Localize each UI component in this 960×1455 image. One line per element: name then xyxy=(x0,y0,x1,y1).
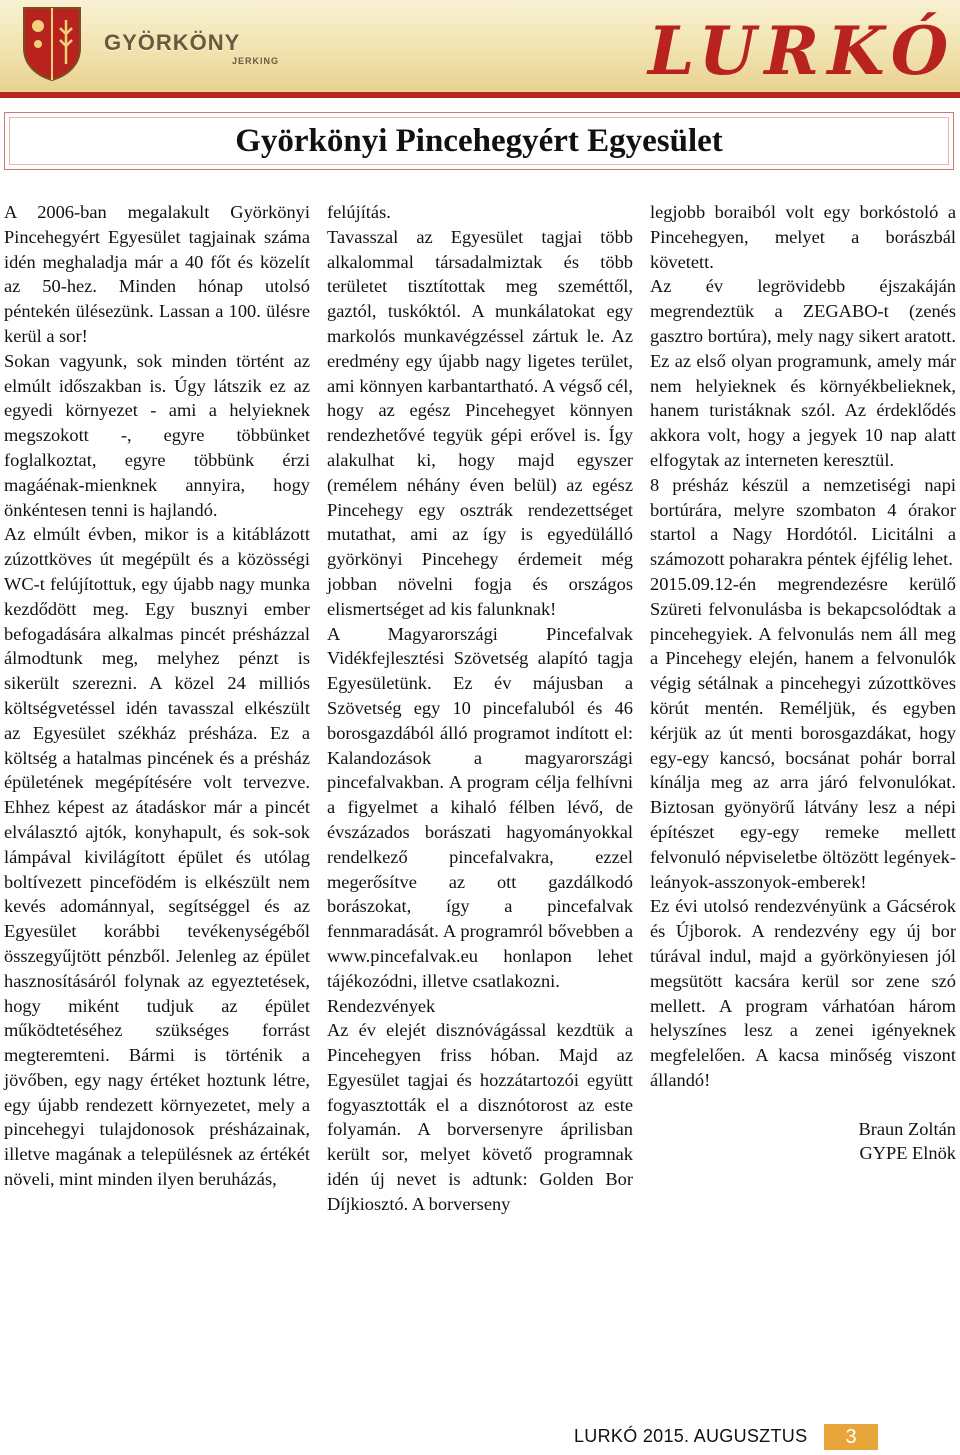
town-subtitle: JERKING xyxy=(232,56,280,66)
paragraph: Ez évi utolsó rendezvényünk a Gácsérok és Újborok. A rendezvény egy új bor túrával indul, majd a györkönyiesen jól megsütött kacsára kerül sor zene szó mellett. A program várhatóan három helyszínes lesz a zenei igényeknek megfelelően. A kacsa minőség viszont állandó! xyxy=(650,896,956,1090)
signature xyxy=(650,1117,956,1167)
paragraph: Sokan vagyunk, sok minden történt az elmúlt időszakban is. Úgy látszik ez az egyedi környezet - ami a helyieknek megszokott -, egyre többünket foglalkoztat, egyre többünk érzi magáénak-mienknek annyira, hogy önkéntesen tenni is hajlandó. xyxy=(4,350,310,520)
paragraph: Az elmúlt évben, mikor is a kitáblázott zúzottköves út megépült és a közösségi WC-t felújítottuk, egy újabb nagy munka kezdődött meg. Egy busznyi ember befogadására alkalmas pincét présházzal álmodtunk meg, melyhez pénzt is sikerült szerezni. A közel 24 milliós költségvetéssel idén tavasszal elkészült az Egyesület székház présháza. Ez a költség a hatalmas pincének és a présház épületének megépítésére volt tervezve. Ehhez képest az átadáskor már a pincét elválasztó ajtók, konyhapult, és sok-sok lámpával kivilágított épület és utólag boltívezett pincefödém is elkészült nem kevés adománnyal, segítséggel és az Egyesület korábbi tevékenységéből összegyűjtött pénzből. Jelenleg az épület hasznosításáról folynak az egyeztetések, hogy miként tudjuk az épület működtetéséhez szükséges forrást megteremteni. Bármi is történik a jövőben, egy nagy értéket hoztunk létre, egy újabb rendezett környezetet, mely a pincehegyi tulajdonosok présházainak, illetve magának a településnek az értékét növeli, mint minden ilyen beruházás, xyxy=(4,524,310,1190)
paragraph: Az év elejét disznóvágással kezdtük a Pincehegyen friss hóban. Majd az Egyesület tagjai és hozzátartozói együtt fogyasztották el a disznótorost az este folyamán. A borversenyre áprilisban került sor, melyet követő programnak idén új nevet is adtunk: Golden Bor Díjkiosztó. A borverseny xyxy=(327,1020,633,1214)
paragraph: A Magyarországi Pincefalvak Vidékfejlesztési Szövetség alapító tagja Egyesületünk. Ez év májusban a Szövetség egy 10 pincefaluból és 46 borosgazdából álló programot indított el: Kalandozások a magyarországi pincefalvakban. A program célja felhívni a figyelmet a kihaló félben lévő, de évszázados borászati hagyományokkal rendelkező pincefalvakra, ezzel megerősítve az ott gazdálkodó borászokat, így a pincefalvak fennmaradását. A programról bővebben a www.pincefalvak.eu honlapon lehet tájékozódni, illetve csatlakozni. xyxy=(327,623,633,991)
page-number: 3 xyxy=(824,1424,878,1450)
coat-of-arms-icon xyxy=(22,4,82,82)
article-column-1 xyxy=(4,200,310,1192)
masthead-logo: LURKÓ xyxy=(648,12,957,90)
article-column-3 xyxy=(650,200,956,1166)
paragraph: Az év legrövidebb éjszakáján megrendeztük a ZEGABO-t (zenés gasztro bortúra), mely nagy sikert aratott. Ez az első olyan programunk, amely már nem helyieknek és környékbelieknek, hanem turistáknak szól. Az érdeklődés akkora volt, hogy a jegyek 10 nap alatt elfogytak az interneten keresztül. xyxy=(650,276,956,470)
article-column-2 xyxy=(327,200,633,1217)
paragraph: legjobb boraiból volt egy borkóstoló a Pincehegyen, melyet a borászbál követett. xyxy=(650,202,956,272)
signature-name: Braun Zoltán xyxy=(858,1118,956,1139)
title-box xyxy=(4,112,954,170)
paragraph: felújítás. xyxy=(327,202,391,222)
section-heading: Rendezvények xyxy=(327,995,436,1016)
page-header xyxy=(0,0,960,100)
header-rule xyxy=(0,92,960,98)
page-footer xyxy=(574,1424,960,1450)
town-name: GYÖRKÖNY xyxy=(104,30,241,55)
paragraph: A 2006-ban megalakult Györkönyi Pincehegyért Egyesület tagjainak száma idén meghaladja már a 40 főt és közelít az 50-hez. Minden hónap utolsó péntekén ülésezünk. Lassan a 100. ülésre kerül a sor! xyxy=(4,202,310,346)
paragraph: Tavasszal az Egyesület tagjai több alkalommal társadalmiztak és több területet tisztítottak meg szeméttől, gaztól, tuskóktól. A munkálatokat egy markolós munkavégzéssel zártuk le. Az eredmény egy újabb nagy ligetes terület, ami könnyen karbantartható. A végső cél, hogy az egész Pincehegyet könnyen rendezhetővé tegyük gépi erővel is. Így alakulhat ki, hogy majd egyszer (remélem néhány éven belül) az egész Pincehegy egy osztrák rendezettséget mutathat, ami az így is egyedülálló györkönyi Pincehegy érdemeit még jobban növelni fogja és országos elismertséget ad kis falunknak! xyxy=(327,226,633,619)
paragraph: 8 présház készül a nemzetiségi napi bortúrára, melyre szombaton 4 órakor startol a Nagy Hordótól. Licitálni a számozott poharakra péntek éjfélig lehet. xyxy=(650,474,956,570)
signature-role: GYPE Elnök xyxy=(859,1143,956,1164)
paragraph: 2015.09.12-én megrendezésre kerülő Szüreti felvonulásba is bekapcsolódtak a pincehegyiek. A felvonulás nem áll meg a Pincehegy elején, hanem a felvonulók végig sétálnak a pincehegyi zúzottköves körút mentén. Reméljük, és egyben kérjük az út menti borosgazdákat, hogy egy-egy kancsó, bocsánat pohár borral kínálja meg az arra járó felvonulókat. Biztosan gyönyörű látvány lesz a népi építészet egy-egy remeke mellett felvonuló népviseletbe öltözött legények-leányok-asszonyok-emberek! xyxy=(650,573,956,892)
issue-label: LURKÓ 2015. AUGUSZTUS xyxy=(574,1426,808,1446)
article-title: Györkönyi Pincehegyért Egyesület xyxy=(235,123,723,159)
